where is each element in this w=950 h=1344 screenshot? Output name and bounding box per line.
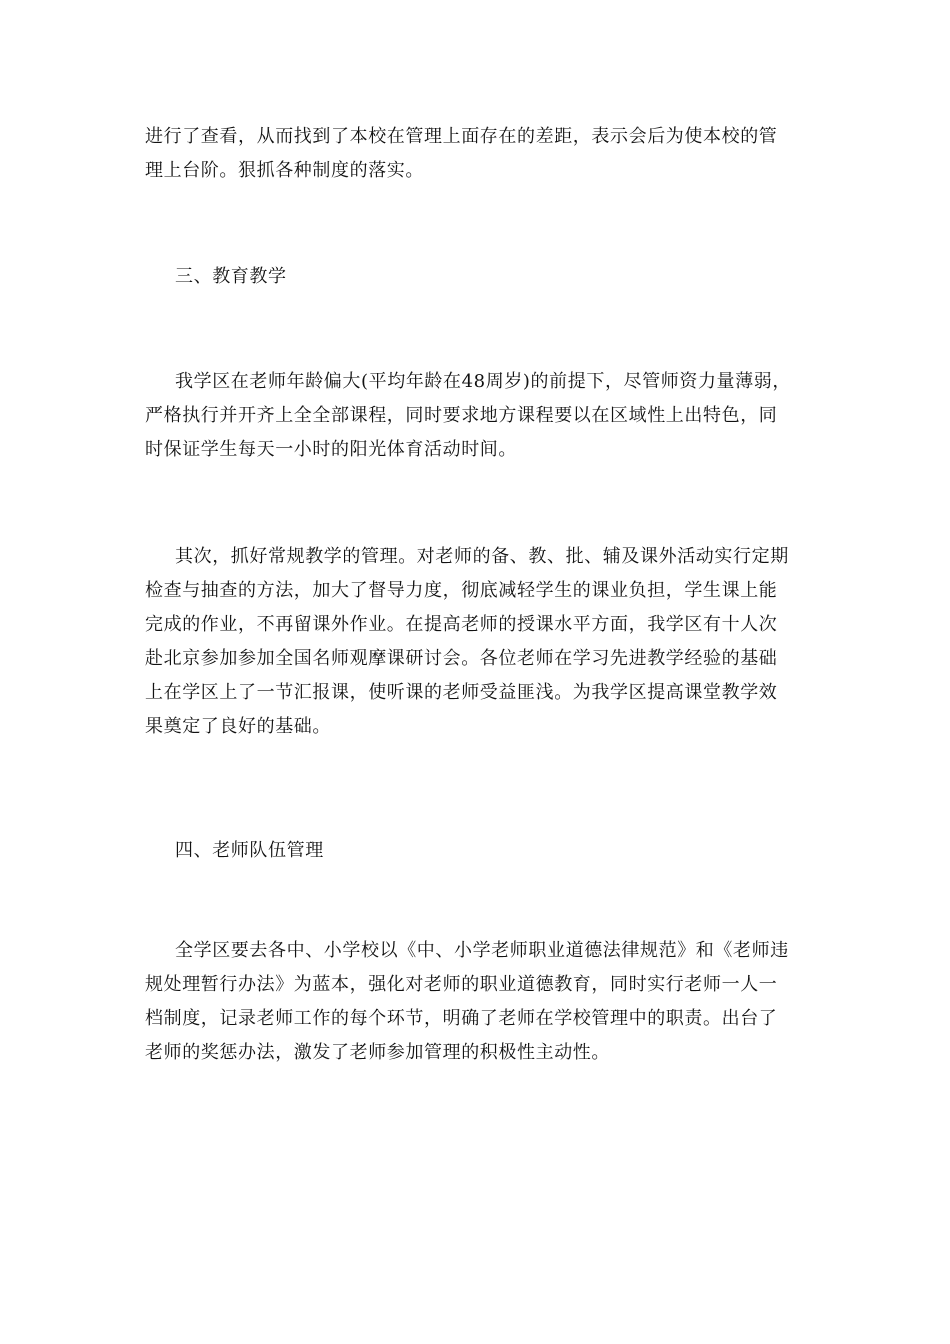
section-heading-3: 三、教育教学 [175,266,287,287]
paragraph-line: 我学区在老师年龄偏大(平均年龄在48周岁)的前提下，尽管师资力量薄弱， [175,371,791,392]
paragraph-line: 上在学区上了一节汇报课，使听课的老师受益匪浅。为我学区提高课堂教学效 [145,682,778,703]
paragraph-line: 检查与抽查的方法，加大了督导力度，彻底减轻学生的课业负担，学生课上能 [145,580,778,601]
paragraph-teacher-management [145,934,810,1070]
paragraph-line: 严格执行并开齐上全全部课程，同时要求地方课程要以在区域性上出特色，同 [145,405,778,426]
paragraph-continued [145,120,810,188]
paragraph-line: 进行了查看，从而找到了本校在管理上面存在的差距，表示会后为使本校的管 [145,126,778,147]
paragraph-routine-teaching [145,540,810,744]
section-heading-4: 四、老师队伍管理 [175,840,324,861]
paragraph-line: 赴北京参加参加全国名师观摩课研讨会。各位老师在学习先进教学经验的基础 [145,648,778,669]
paragraph-line: 档制度，记录老师工作的每个环节，明确了老师在学校管理中的职责。出台了 [145,1008,778,1029]
paragraph-line: 理上台阶。狠抓各种制度的落实。 [145,160,424,181]
paragraph-line: 时保证学生每天一小时的阳光体育活动时间。 [145,439,517,460]
paragraph-line: 全学区要去各中、小学校以《中、小学老师职业道德法律规范》和《老师违 [175,940,789,961]
paragraph-line: 果奠定了良好的基础。 [145,716,331,737]
paragraph-line: 完成的作业，不再留课外作业。在提高老师的授课水平方面，我学区有十人次 [145,614,778,635]
paragraph-line: 其次，抓好常规教学的管理。对老师的备、教、批、辅及课外活动实行定期 [175,546,789,567]
paragraph-teaching-overview [145,365,810,467]
paragraph-line: 规处理暂行办法》为蓝本，强化对老师的职业道德教育，同时实行老师一人一 [145,974,778,995]
paragraph-line: 老师的奖惩办法，激发了老师参加管理的积极性主动性。 [145,1042,610,1063]
